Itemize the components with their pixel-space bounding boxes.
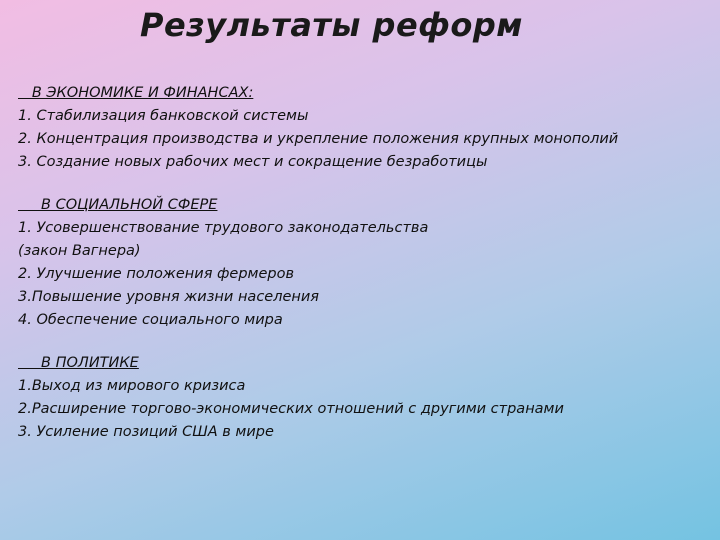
list-item: 1. Усовершенствование трудового законодательства bbox=[18, 220, 429, 236]
section-heading-economy: В ЭКОНОМИКЕ И ФИНАНСАХ: bbox=[18, 85, 254, 101]
list-item: 1. Стабилизация банковской системы bbox=[18, 108, 309, 124]
list-item: (закон Вагнера) bbox=[18, 243, 141, 259]
list-item: 3. Создание новых рабочих мест и сокращение безработицы bbox=[18, 154, 488, 170]
list-item: 2. Концентрация производства и укрепление положения крупных монополий bbox=[18, 131, 619, 147]
list-item: 4. Обеспечение социального мира bbox=[18, 312, 283, 328]
list-item: 3. Усиление позиций США в мире bbox=[18, 424, 274, 440]
slide-title: Результаты реформ bbox=[140, 6, 523, 44]
list-item: 3.Повышение уровня жизни населения bbox=[18, 289, 320, 305]
section-heading-politics: В ПОЛИТИКЕ bbox=[18, 355, 139, 371]
section-politics bbox=[18, 352, 708, 444]
list-item: 2. Улучшение положения фермеров bbox=[18, 266, 295, 282]
section-economy bbox=[18, 82, 708, 174]
section-heading-social: В СОЦИАЛЬНОЙ СФЕРЕ bbox=[18, 197, 218, 213]
list-item: 2.Расширение торгово-экономических отношений с другими странами bbox=[18, 401, 564, 417]
section-social bbox=[18, 194, 708, 332]
slide-content bbox=[18, 82, 708, 444]
list-item: 1.Выход из мирового кризиса bbox=[18, 378, 246, 394]
